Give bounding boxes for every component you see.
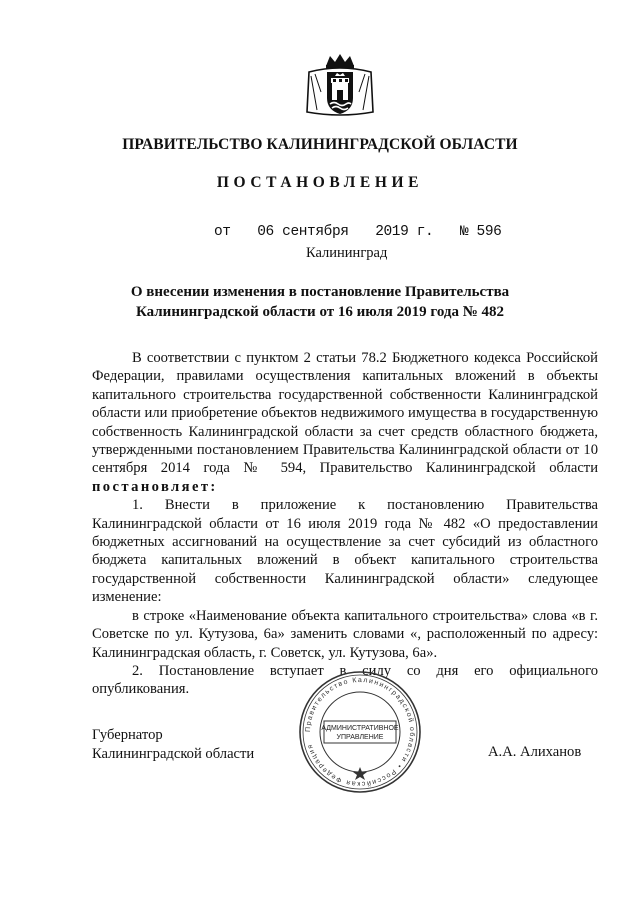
subject-line: Калининградской области от 16 июля 2019 года № 482 xyxy=(135,304,505,320)
signatory-title xyxy=(92,726,254,764)
official-seal-icon xyxy=(295,667,425,797)
document-number: № 596 xyxy=(459,224,502,240)
body-paragraph xyxy=(92,349,598,496)
document-date-number xyxy=(214,224,501,240)
signatory-title-line: Калининградской области xyxy=(92,746,255,762)
preamble-text: В соответствии с пунктом 2 статьи 78.2 Бюджетного кодекса Российской Федерации, правилами осуществления капитальных вложений в объекты капитального строительства государственной собственности Калининградской области или приобретение объектов недвижимого имущества в государственную собственность Калининградской области за счет средств областного бюджета, утвержденными постановлением Правительства Калининградской области от 10 сентября 2014 года № 594, Правительство Калининградской области xyxy=(92,350,598,477)
document-city: Калининград xyxy=(306,245,388,261)
resolution-keyword: постановляет: xyxy=(92,478,218,495)
document-year: 2019 г. xyxy=(375,224,434,240)
signatory-name: А.А. Алиханов xyxy=(488,744,582,760)
document-date: 06 сентября xyxy=(257,224,349,240)
body-paragraph: 1. Внести в приложение к постановлению Правительства Калининградской области от 16 июля 2019 года № 482 «О предоставлении бюджетных ассигнований на осуществление за счет субсидий из областного бюджета капитальных вложений в объект капитального строительства государственной собственности Калининградской области» следующее изменение: xyxy=(92,497,598,606)
seal-center-line: АДМИНИСТРАТИВНОЕ xyxy=(321,725,399,732)
body-paragraph: 2. Постановление вступает в силу со дня его официального опубликования. xyxy=(92,662,598,698)
government-title: ПРАВИТЕЛЬСТВО КАЛИНИНГРАДСКОЙ ОБЛАСТИ xyxy=(122,136,518,153)
seal-center-line: УПРАВЛЕНИЕ xyxy=(336,734,384,741)
document-subject xyxy=(120,282,520,322)
body-paragraph: в строке «Наименование объекта капитального строительства» слова «в г. Советске по ул. Кутузова, 6а» заменить словами «, расположенный по адресу: Калининградская область, г. Советск, ул. Кутузова, 6а». xyxy=(92,607,598,661)
date-prefix: от xyxy=(214,224,231,240)
document-type: ПОСТАНОВЛЕНИЕ xyxy=(216,174,424,191)
seal-ring-text: Правительство Калининградской области • Российская Федерация xyxy=(304,676,416,788)
kaliningrad-coat-of-arms-icon xyxy=(301,52,379,118)
subject-line: О внесении изменения в постановление Правительства xyxy=(130,284,510,300)
signatory-title-line: Губернатор xyxy=(92,727,163,743)
document-body xyxy=(92,349,598,699)
